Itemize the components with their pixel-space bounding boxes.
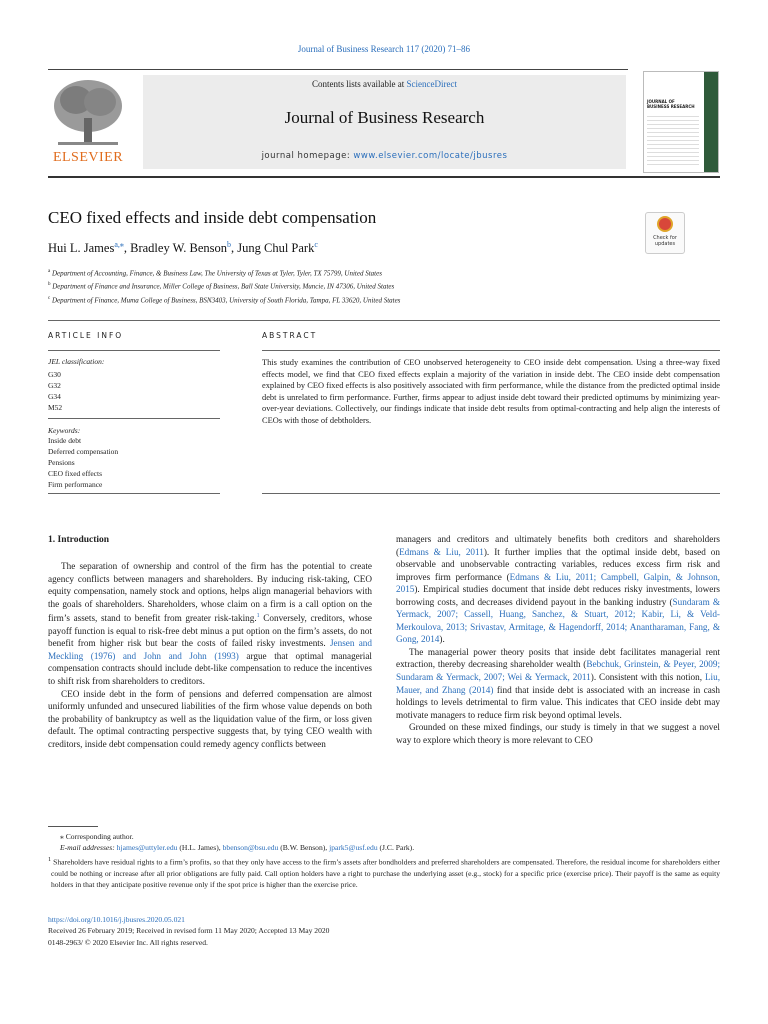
text-span: find that inside debt is associated with an increase in cash holdings to levels detrimental to firm value. This indicates that CEO inside debt may motivate managers to reduce firm risk beyond optimal levels. (396, 684, 720, 720)
intro-paragraph: CEO inside debt in the form of pensions and deferred compensation are almost uniformly unfunded and unsecured liabilities of the firm whose value depends on both the probability of bankruptcy as well as the liquidation value of the firm, or loss given default. The optimal contracting perspective suggests that, by tying CEO wealth with creditors, inside debt compensation could remedy agency conflicts between (48, 688, 372, 749)
affiliation (48, 279, 400, 292)
jel-code: G30 (48, 370, 61, 379)
abstract-text: This study examines the contribution of CEO unobserved heterogeneity to CEO inside debt compensation. Using a three-way fixed effects model, we find that CEO fixed effects explain a majority of the variation in inside debt. The CEO inside debt compensation explained by CEO fixed effects is also positively associated with firm performance, while the distance from the predicted optimal inside debt is unrelated to firm performance. Further, firms appear to adjust inside debt toward their predicted optimums by minimizing year-over-year deviations. Collectively, our findings indicate that inside debt results from optimal-contracting and help align the interests of CEOs with those of debtholders. (262, 358, 720, 425)
footnote-ref[interactable]: 1 (256, 613, 260, 620)
citation-link[interactable]: Liu, Mauer, and Zhang (2014) (396, 672, 720, 695)
jel-rule (48, 418, 220, 419)
author-affil-mark[interactable]: c (314, 240, 318, 249)
intro-heading: 1. Introduction (48, 535, 110, 545)
footnote-rule (48, 826, 98, 827)
jel-code: G34 (48, 392, 61, 401)
author-name[interactable]: Jung Chul Park (237, 241, 315, 256)
author-name[interactable]: Bradley W. Benson (130, 241, 227, 256)
sciencedirect-link[interactable]: ScienceDirect (406, 79, 457, 89)
author-affil-mark[interactable]: b (227, 240, 231, 249)
doi-link[interactable]: https://doi.org/10.1016/j.jbusres.2020.05.021 (48, 915, 185, 924)
homepage-label: journal homepage: (261, 151, 354, 161)
text-span: Shareholders have residual rights to a firm’s profits, so that they only have access to the firm’s assets after bondholders and preferred shareholders are compensated. Therefore, the residual income for shareholders either could be nothing or increase after all prior obligations are fully paid. Call option holders have a right to purchase the underlying asset (e.g., stock) for a specific price (exercise price). Their payoff is the same as equity holders in that they anticipate positive revenue only if the spot price is higher than the exercise price. (51, 857, 720, 890)
text-span: ). (439, 634, 445, 645)
article-title: CEO fixed effects and inside debt compensation (48, 208, 377, 227)
affiliations (48, 266, 400, 306)
copyright: 0148-2963/ © 2020 Elsevier Inc. All rights reserved. (48, 937, 208, 947)
footnotes (48, 831, 720, 891)
check-updates-label: Check for updates (653, 235, 677, 247)
intro-paragraph (396, 646, 720, 721)
email-link[interactable]: bbenson@bsu.edu (222, 843, 279, 853)
citation-link[interactable]: Jensen and Meckling (1976) and John and John (1993) (48, 638, 372, 661)
journal-homepage (143, 151, 626, 161)
citation-link[interactable]: Bebchuk, Grinstein, & Peyer, 2009; Sundaram & Yermack, 2007; Wei & Yermack, 2011 (396, 659, 720, 683)
cover-band (704, 72, 718, 172)
author-list (48, 240, 318, 256)
abstract-header: ABSTRACT (262, 331, 318, 340)
keyword: Firm performance (48, 480, 103, 489)
text-span: Corresponding author. (63, 832, 134, 841)
intro-paragraph (396, 533, 720, 646)
footnote-mark: 1 (48, 855, 52, 863)
keyword: Pensions (48, 458, 75, 467)
jel-code: M52 (48, 403, 63, 412)
elsevier-wordmark: ELSEVIER (52, 150, 124, 165)
jel-label: JEL classification: (48, 357, 105, 366)
affiliation-text: Department of Finance and Insurance, Miller College of Business, Ball State University, Muncie, IN 47306, United States (52, 282, 395, 291)
keywords-label: Keywords: (48, 426, 81, 435)
jel-list (48, 369, 62, 413)
article-info-rule (48, 350, 220, 351)
text-span: ). Consistent with this notion, (590, 672, 705, 683)
cover-text-lines (647, 116, 699, 166)
homepage-link[interactable]: www.elsevier.com/locate/jbusres (353, 151, 508, 161)
keywords-rule (48, 493, 220, 494)
contents-prefix: Contents lists available at (312, 79, 407, 89)
jel-code: G32 (48, 381, 61, 390)
affiliation-text: Department of Finance, Muma College of Business, BSN3403, University of South Florida, Tampa, FL 33620, United States (51, 295, 401, 304)
affiliation (48, 266, 400, 279)
text-span: Conversely, creditors, whose payoff function is equal to risk-free debt minus a put option on the firm’s assets, do not benefit from higher risk but bear the costs of failed risky investments. (48, 613, 372, 649)
text-span: (H.L. James), (177, 843, 223, 853)
check-updates-icon-inner (659, 218, 671, 230)
citation-link[interactable]: Edmans & Liu, 2011; Campbell, Galpin, & Johnson, 2015 (396, 571, 720, 595)
keyword: Inside debt (48, 436, 82, 445)
journal-cover-thumbnail (643, 71, 719, 173)
keyword: Deferred compensation (48, 447, 119, 456)
text-span: ). Empirical studies document that inside debt reduces risky investments, lowers borrowing costs, and decreases dividend payout in the banking industry ( (396, 584, 720, 607)
keywords-list (48, 435, 118, 490)
abstract-end-rule (262, 493, 720, 494)
affiliation-text: Department of Accounting, Finance, & Business Law, The University of Texas at Tyler, Tyler, TX 75799, United States (51, 269, 382, 278)
header-rule (48, 176, 720, 178)
text-span: (J.C. Park). (377, 843, 415, 853)
abstract-rule (262, 350, 720, 351)
author-separator: , (231, 241, 238, 256)
section-rule (48, 320, 720, 321)
intro-paragraph (48, 560, 372, 688)
received-dates: Received 26 February 2019; Received in revised form 11 May 2020; Accepted 13 May 2020 (48, 926, 330, 936)
text-span: ). It further implies that the optimal inside debt, based on observable and unobservable contracting variables, reduces excess firm risk and improves firm performance ( (396, 546, 720, 582)
article-info-header: ARTICLE INFO (48, 331, 124, 340)
top-rule (48, 69, 628, 70)
author-name[interactable]: Hui L. James (48, 241, 115, 256)
right-column (396, 533, 720, 746)
email-link[interactable]: hjames@uttyler.edu (116, 843, 178, 853)
text-span: The managerial power theory posits that inside debt facilitates managerial rent extraction, thereby decreasing shareholder wealth ( (396, 646, 720, 670)
journal-reference[interactable]: Journal of Business Research 117 (2020) 71–86 (297, 44, 471, 54)
text-span: The separation of ownership and control of the firm has the potential to create agency conflicts between managers and shareholders. By inducing risk-taking, CEO equity compensation, namely stock and options, helps align managerial behaviors with the goals of shareholders. Shareholders, whose claim on a firm is a call option on the firm’s assets, stand to benefit from greater risk-taking. (48, 561, 372, 624)
affiliation-mark: b (48, 282, 51, 288)
email-link[interactable]: jpark5@usf.edu (329, 843, 378, 853)
email-addresses (48, 842, 720, 853)
text-span: argue that optimal managerial compensation contracts should include debt-like compensation to reduce the incentives to shift risk from shareholders to creditors. (48, 650, 372, 686)
text-span: (B.W. Benson), (278, 843, 330, 853)
footnote-1 (48, 854, 720, 891)
citation-link[interactable]: Sundaram & Yermack, 2007; Cassell, Huang, Sanchez, & Stuart, 2012; Kabir, Li, & Veld-Merkoulova, 2013; Srivastav, Armitage, & Hagendorff, 2014; Anantharaman, Fang, & Gong, 2014 (396, 596, 720, 645)
citation-link[interactable]: Edmans & Liu, 2011 (399, 546, 484, 557)
footnote-mark: ⁎ (60, 832, 64, 841)
text-span: managers and creditors and ultimately benefits both creditors and shareholders ( (396, 534, 720, 557)
intro-paragraph: Grounded on these mixed findings, our study is timely in that we suggest a novel way to explore which theory is more relevant to CEO (396, 722, 720, 745)
affiliation-mark: a (48, 269, 51, 274)
author-separator: , (123, 241, 131, 256)
keyword: CEO fixed effects (48, 469, 103, 478)
contents-line (143, 79, 626, 89)
left-column (48, 560, 372, 750)
author-affil-mark[interactable]: a,⁎ (114, 240, 124, 249)
affiliation-mark: c (48, 295, 51, 301)
corresponding-author-note (48, 831, 720, 842)
cover-title: JOURNAL OF BUSINESS RESEARCH (647, 99, 695, 109)
email-label: E-mail addresses: (60, 843, 117, 853)
journal-title: Journal of Business Research (284, 108, 485, 127)
affiliation (48, 293, 400, 306)
check-for-updates-badge[interactable] (645, 212, 685, 254)
bibliographic-info (48, 914, 329, 948)
